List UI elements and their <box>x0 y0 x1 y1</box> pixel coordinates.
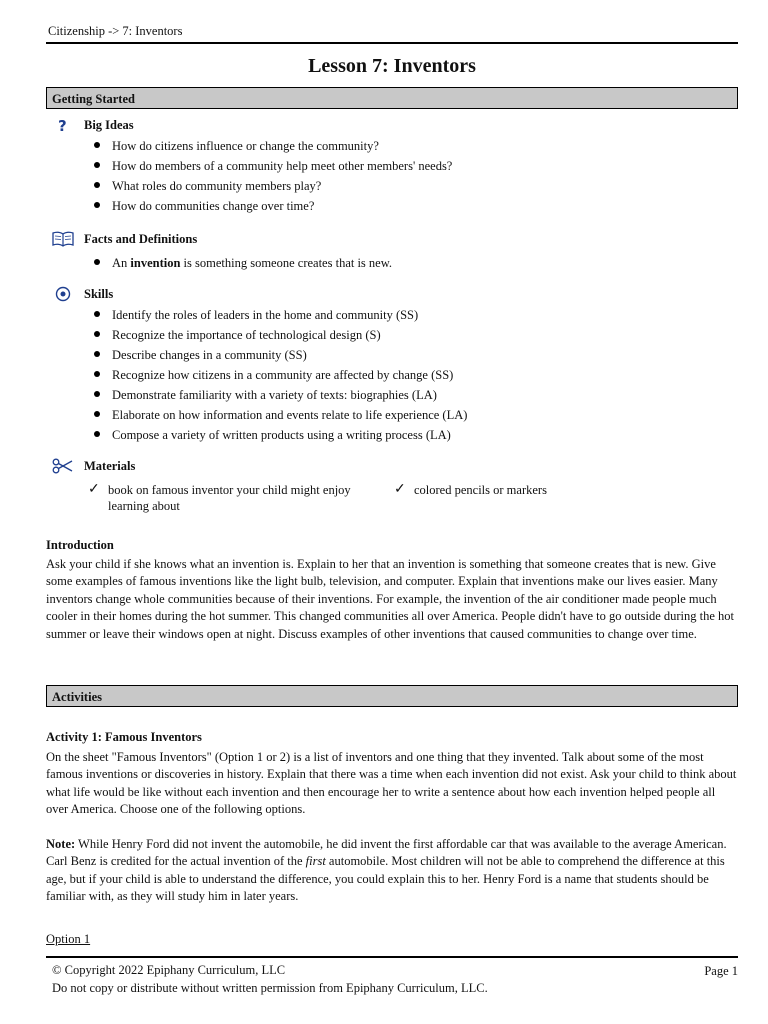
introduction-heading: Introduction <box>46 538 114 552</box>
list-item: How do communities change over time? <box>92 196 452 216</box>
note-emphasis: first <box>305 854 326 869</box>
scissors-icon <box>52 457 74 475</box>
list-item: Compose a variety of written products using a writing process (LA) <box>92 425 467 445</box>
header-divider <box>46 42 738 44</box>
big-ideas-heading: Big Ideas <box>84 118 134 132</box>
material-item-1-line1: book on famous inventor your child might enjoy <box>108 483 351 497</box>
open-book-icon <box>52 230 74 248</box>
introduction-text: Ask your child if she knows what an invention is. Explain to her that an invention is something that someone creates that is new. Give some examples of famous inventions like the light bulb, television, and computer. Explain that inventions make our lives easier. Many inventors change whole communities because of their inventions. For example, the invention of the air conditioner made people much cooler in their homes during the hot summer. This changed communities all over America. People didn't have to go outside during the hot summer or leave their windows open at night. Discuss examples of other inventions that caused communities to change over time. <box>46 557 734 641</box>
checkmark-icon: ✓ <box>88 482 100 497</box>
note-text-1: While Henry Ford did not invent the automobile, he did invent the first affordable car that was available to the average American. Carl Benz is credited for the actual invention of the <box>46 837 727 869</box>
fact-term: invention <box>130 256 181 270</box>
note-text-2: automobile. Most children will not be able to comprehend the difference at this age, but if your child is able to understand the difference, you could explain this to her. Henry Ford is a name that students should be familiar with, as they will study him in later years. <box>46 854 725 904</box>
svg-text:?: ? <box>58 117 67 133</box>
breadcrumb: Citizenship -> 7: Inventors <box>48 24 183 38</box>
fact-definition: is something someone creates that is new. <box>180 256 393 270</box>
facts-heading: Facts and Definitions <box>84 232 198 246</box>
material-item-1 <box>108 482 351 514</box>
list-item: Identify the roles of leaders in the home and community (SS) <box>92 305 467 325</box>
page-title: Lesson 7: Inventors <box>308 55 476 77</box>
copyright-text: © Copyright 2022 Epiphany Curriculum, LLC <box>52 963 286 977</box>
materials-heading: Materials <box>84 459 136 473</box>
list-item: Demonstrate familiarity with a variety of texts: biographies (LA) <box>92 385 467 405</box>
list-item: Describe changes in a community (SS) <box>92 345 467 365</box>
activity-1-heading: Activity 1: Famous Inventors <box>46 730 202 744</box>
page-number: Page 1 <box>704 964 738 978</box>
question-mark-icon <box>52 116 74 134</box>
note-label: Note: <box>46 837 76 851</box>
skills-list <box>92 305 467 445</box>
material-item-2: colored pencils or markers <box>414 483 547 497</box>
list-item: How do citizens influence or change the community? <box>92 136 452 156</box>
facts-list <box>92 253 392 273</box>
fact-prefix: An <box>112 256 131 270</box>
activities-banner: Activities <box>46 685 738 707</box>
list-item: What roles do community members play? <box>92 176 452 196</box>
checkmark-icon: ✓ <box>394 482 406 497</box>
copyright-notice: Do not copy or distribute without written permission from Epiphany Curriculum, LLC. <box>52 981 488 995</box>
target-icon <box>52 285 74 303</box>
material-item-1-line2: learning about <box>108 499 180 513</box>
list-item: Elaborate on how information and events relate to life experience (LA) <box>92 405 467 425</box>
option-1-link[interactable]: Option 1 <box>46 932 91 946</box>
list-item: Recognize how citizens in a community are affected by change (SS) <box>92 365 467 385</box>
list-item: How do members of a community help meet other members' needs? <box>92 156 452 176</box>
activity-1-text: On the sheet "Famous Inventors" (Option 1 or 2) is a list of inventors and one thing that they invented. Talk about some of the most famous inventions or discoveries in history. Explain that there was a time when each invention did not exist. Ask your child to think about what life would be like without each invention and then encourage her to write a sentence about how each invention helped people all over America. Choose one of the following options. <box>46 750 737 817</box>
note-paragraph <box>46 836 738 906</box>
list-item <box>92 253 392 273</box>
footer-divider <box>46 956 738 958</box>
skills-heading: Skills <box>84 287 114 301</box>
getting-started-banner: Getting Started <box>46 87 738 109</box>
list-item: Recognize the importance of technological design (S) <box>92 325 467 345</box>
big-ideas-list <box>92 136 452 216</box>
